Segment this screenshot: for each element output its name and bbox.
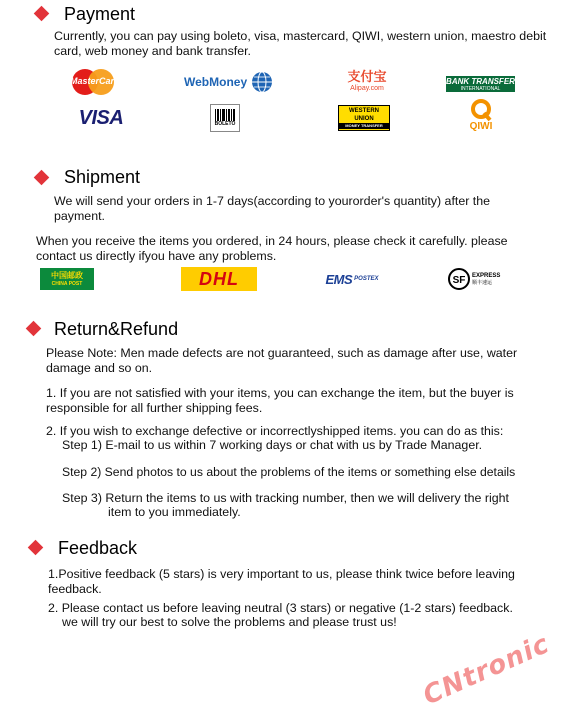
- china-post-en-label: CHINA POST: [51, 281, 83, 287]
- qiwi-label: QIWI: [469, 121, 493, 132]
- feedback-point-2a: 2. Please contact us before leaving neutral (3 stars) or negative (1-2 stars) feedback.: [48, 601, 513, 615]
- ems-label: EMS: [325, 271, 353, 287]
- alipay-cn-label: 支付宝: [347, 69, 387, 85]
- webmoney-logo: [184, 70, 284, 94]
- payment-text: Currently, you can pay using boleto, visa, mastercard, QIWI, western union, maestro debit card, web money and bank transfer.: [54, 29, 547, 58]
- alipay-label: Alipay.com: [350, 84, 384, 92]
- ems-sub-label: POSTEX: [354, 276, 379, 282]
- china-post-cn-label: 中国邮政: [51, 271, 83, 280]
- sf-express-labels: [472, 272, 500, 287]
- barcode-icon: [214, 109, 236, 121]
- express-label: EXPRESS: [472, 272, 501, 279]
- alipay-logo: [342, 67, 392, 95]
- payment-title: Payment: [64, 4, 136, 24]
- qiwi-icon: [470, 99, 492, 121]
- bank-transfer-sub-label: INTERNATIONAL: [460, 85, 501, 92]
- return-step-3b: item to you immediately.: [108, 505, 241, 519]
- shipment-text-1: We will send your orders in 1-7 days(according to yourorder's quantity) after the payment.: [54, 194, 491, 223]
- shipment-title: Shipment: [64, 167, 141, 187]
- bank-transfer-logo: [446, 76, 515, 92]
- payment-bullet-icon: [34, 6, 50, 22]
- return-point-2: 2. If you wish to exchange defective or incorrectlyshipped items. you can do as this:: [46, 424, 504, 438]
- svg-text:SF: SF: [452, 275, 466, 286]
- visa-label: VISA: [78, 106, 124, 129]
- express-cn-label: 顺丰速运: [472, 279, 493, 286]
- mastercard-logo: [70, 68, 120, 96]
- return-step-1: Step 1) E-mail to us within 7 working days or chat with us by Trade Manager.: [62, 438, 483, 452]
- watermark: CNtronic: [418, 629, 555, 712]
- feedback-point-2b: we will try our best to solve the problems and please trust us!: [62, 615, 397, 629]
- globe-icon: [251, 71, 273, 93]
- sf-express-logo: [448, 267, 502, 291]
- feedback-bullet-icon: [28, 540, 44, 556]
- sf-icon: [448, 268, 470, 290]
- return-step-2: Step 2) Send photos to us about the problems of the items or something else details: [62, 465, 516, 479]
- webmoney-label: WebMoney: [184, 75, 248, 89]
- ems-logo: [322, 270, 382, 288]
- return-bullet-icon: [26, 321, 42, 337]
- feedback-title: Feedback: [58, 538, 138, 558]
- return-step-3a: Step 3) Return the items to us with tracking number, then we will delivery the right: [62, 491, 509, 505]
- return-note: Please Note: Men made defects are not guaranteed, such as damage after use, water damage and so on.: [46, 346, 518, 375]
- feedback-point-1: 1.Positive feedback (5 stars) is very important to us, please think twice before leaving feedback.: [48, 567, 515, 596]
- dhl-logo: [181, 267, 257, 291]
- boleto-logo: [210, 104, 240, 132]
- visa-logo: [72, 106, 130, 130]
- bank-transfer-label: BANK TRANSFER: [446, 76, 515, 86]
- china-post-logo: [40, 268, 94, 290]
- mastercard-label: MasterCard: [70, 76, 120, 86]
- qiwi-logo: [464, 97, 498, 135]
- return-point-1: 1. If you are not satisfied with your items, you can exchange the item, but the buyer is responsible for all further shipping fees.: [46, 386, 514, 415]
- money-transfer-label: MONEY TRANSFER: [339, 123, 389, 129]
- return-title: Return&Refund: [54, 319, 179, 339]
- western-union-logo: [338, 105, 390, 131]
- dhl-label: DHL: [199, 268, 239, 289]
- shipment-text-2: When you receive the items you ordered, in 24 hours, please check it carefully. please contact us directly ifyou have any problems.: [36, 234, 508, 263]
- shipment-bullet-icon: [34, 170, 50, 186]
- western-union-label: WESTERN UNION: [349, 108, 379, 122]
- boleto-label: BOLETO: [214, 120, 236, 127]
